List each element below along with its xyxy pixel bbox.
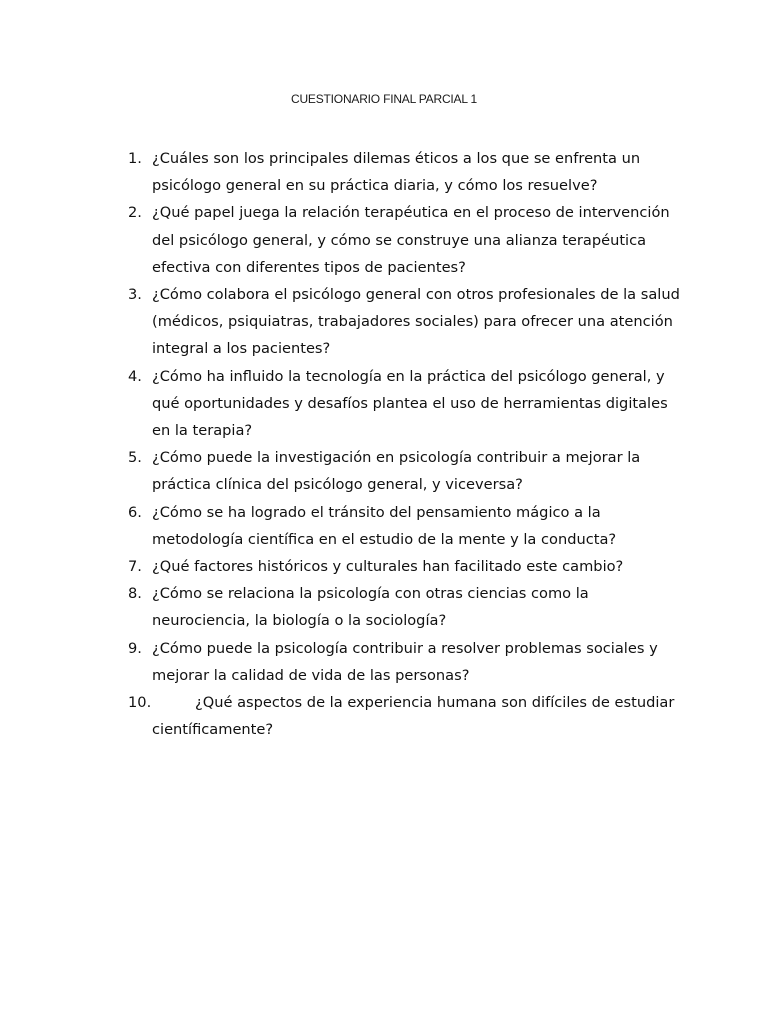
question-text: ¿Cómo se relaciona la psicología con otras ciencias como la neurociencia, la biología o la sociología? <box>152 585 589 630</box>
question-item <box>128 199 688 281</box>
question-item <box>128 580 688 634</box>
question-number: 10. <box>128 694 152 712</box>
question-item <box>128 689 688 743</box>
question-item <box>128 281 688 363</box>
question-number: 7. <box>128 558 142 576</box>
question-item <box>128 444 688 498</box>
question-text: ¿Cómo puede la psicología contribuir a resolver problemas sociales y mejorar la calidad de vida de las personas? <box>152 639 658 684</box>
question-item <box>128 635 688 689</box>
question-number: 4. <box>128 367 142 385</box>
question-text: ¿Cómo puede la investigación en psicología contribuir a mejorar la práctica clínica del psicólogo general, y viceversa? <box>152 449 641 494</box>
question-text: ¿Qué papel juega la relación terapéutica en el proceso de intervención del psicólogo general, y cómo se construye una alianza terapéutica efectiva con diferentes tipos de pacientes? <box>152 204 670 276</box>
question-number: 3. <box>128 286 142 304</box>
question-item <box>128 145 688 199</box>
question-text: ¿Cuáles son los principales dilemas éticos a los que se enfrenta un psicólogo general en su práctica diaria, y cómo los resuelve? <box>152 150 641 195</box>
question-number: 2. <box>128 204 142 222</box>
question-number: 6. <box>128 503 142 521</box>
question-text: ¿Cómo se ha logrado el tránsito del pensamiento mágico a la metodología científica en el estudio de la mente y la conducta? <box>152 503 617 548</box>
question-text: ¿Qué factores históricos y culturales han facilitado este cambio? <box>152 558 624 576</box>
question-item <box>128 499 688 553</box>
question-item <box>128 553 688 580</box>
question-number: 8. <box>128 585 142 603</box>
question-text: ¿Cómo colabora el psicólogo general con otros profesionales de la salud (médicos, psiquiatras, trabajadores sociales) para ofrecer una atención integral a los pacientes? <box>152 286 680 358</box>
question-list <box>128 145 688 743</box>
question-text: ¿Qué aspectos de la experiencia humana son difíciles de estudiar científicamente? <box>152 694 675 739</box>
question-text: ¿Cómo ha influido la tecnología en la práctica del psicólogo general, y qué oportunidades y desafíos plantea el uso de herramientas digitales en la terapia? <box>152 367 668 440</box>
question-number: 1. <box>128 150 142 167</box>
document-title: CUESTIONARIO FINAL PARCIAL 1 <box>291 92 477 106</box>
question-item <box>128 363 688 445</box>
question-number: 9. <box>128 639 142 657</box>
question-number: 5. <box>128 449 142 467</box>
